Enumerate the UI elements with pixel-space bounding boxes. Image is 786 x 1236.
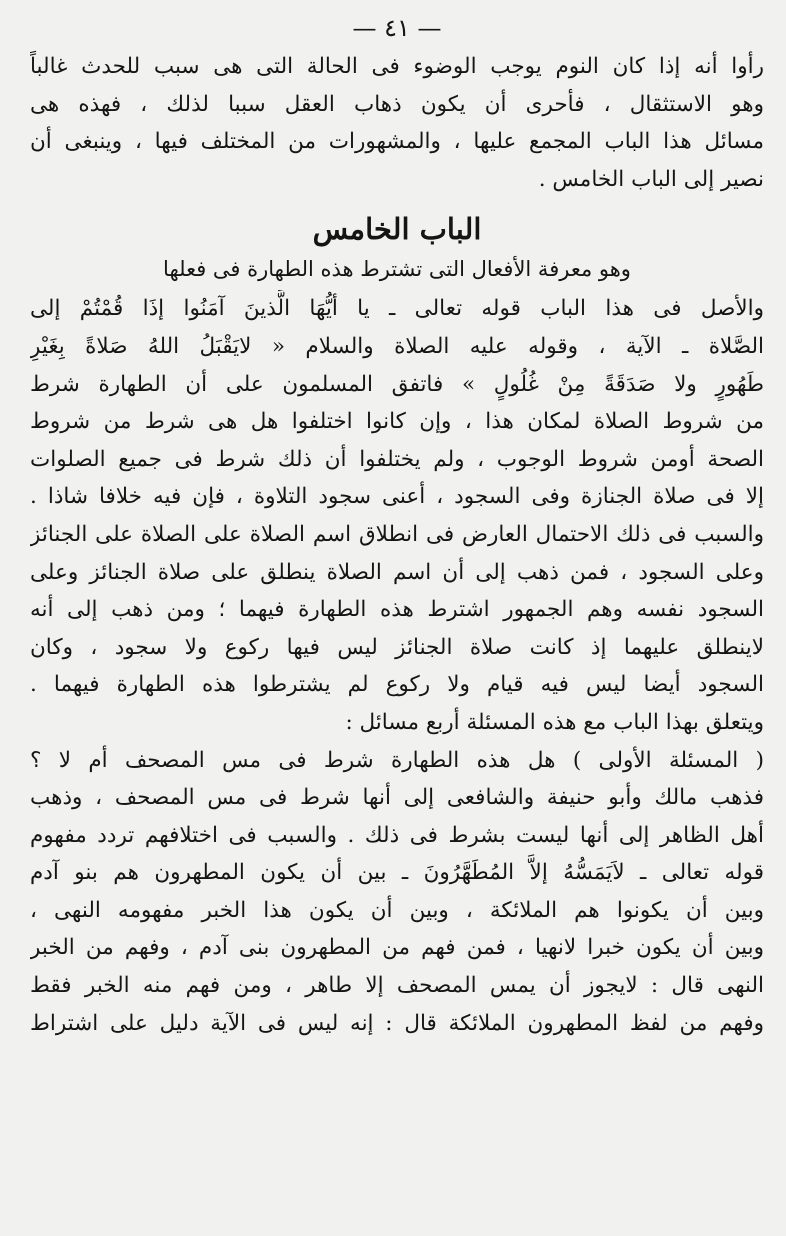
text-line: السجود أيضا ليس فيه قيام ولا ركوع لم يشترطوا هذه الطهارة فيهما . bbox=[30, 672, 764, 698]
text-line: أهل الظاهر إلى أنها ليست بشرط فى ذلك . والسبب فى اختلافهم تردد مفهوم bbox=[30, 822, 764, 848]
text-line: الصَّلاة ـ الآية ، وقوله عليه الصلاة والسلام « لايَقْبَلُ اللهُ صَلاةً بِغَيْرِ bbox=[30, 333, 764, 359]
text-line: قوله تعالى ـ لاَيَمَسُّهُ إلاَّ المُطَهَّرُونَ ـ بين أن يكون المطهرون هم بنو آدم bbox=[30, 860, 764, 886]
text-line: السجود نفسه وهم الجمهور اشترط هذه الطهارة فيهما ؛ ومن ذهب إلى أنه bbox=[30, 597, 764, 623]
text-line: فذهب مالك وأبو حنيفة والشافعى إلى أنها شرط فى مس المصحف ، وذهب bbox=[30, 785, 764, 811]
text-line: والأصل فى هذا الباب قوله تعالى ـ يا أيُّهَا الَّذينَ آمَنُوا إذَا قُمْتُمْ إلى bbox=[30, 296, 764, 322]
text-line: رأوا أنه إذا كان النوم يوجب الوضوء فى الحالة التى هى سبب للحدث غالباً bbox=[30, 54, 764, 79]
chapter-title: الباب الخامس bbox=[312, 212, 482, 247]
text-line: نصير إلى الباب الخامس . bbox=[538, 166, 764, 192]
chapter-subtitle: وهو معرفة الأفعال التى تشترط هذه الطهارة فى فعلها bbox=[163, 257, 631, 282]
text-line: طَهُورٍ ولا صَدَقَةً مِنْ غُلُولٍ » فاتفق المسلمون على أن الطهارة شرط bbox=[30, 371, 764, 397]
text-line: لاينطلق عليهما إذ كانت صلاة الجنائز ليس فيها ركوع ولا سجود ، وكان bbox=[30, 634, 764, 660]
body-paragraph-1 bbox=[30, 290, 764, 516]
text-line: ويتعلق بهذا الباب مع هذه المسئلة أربع مسائل : bbox=[345, 709, 764, 735]
text-line: الصحة أومن شروط الوجوب ، ولم يختلفوا أن ذلك شرط فى جميع الصلوات bbox=[30, 446, 764, 472]
text-line: إلا فى صلاة الجنازة وفى السجود ، أعنى سجود التلاوة ، فإن فيه خلافا شاذا . bbox=[30, 484, 764, 510]
text-line: وهو الاستثقال ، فأحرى أن يكون ذهاب العقل سببا لذلك ، فهذه هى bbox=[30, 91, 764, 117]
text-line: وبين أن يكون خبرا لانهيا ، فمن فهم من المطهرون بنى آدم ، وفهم من الخبر bbox=[30, 935, 764, 961]
intro-paragraph bbox=[30, 48, 764, 198]
text-line: والسبب فى ذلك الاحتمال العارض فى انطلاق اسم الصلاة على الصلاة على الجنائز bbox=[30, 521, 764, 547]
page-number: — ٤١ — bbox=[352, 14, 442, 42]
text-line: النهى قال : لايجوز أن يمس المصحف إلا طاهر ، ومن فهم منه الخبر فقط bbox=[30, 973, 764, 999]
text-line: مسائل هذا الباب المجمع عليها ، والمشهورات من المختلف فيها ، وينبغى أن bbox=[30, 129, 764, 155]
body-paragraph-3 bbox=[30, 742, 764, 1043]
text-line: ( المسئلة الأولى ) هل هذه الطهارة شرط فى مس المصحف أم لا ؟ bbox=[30, 747, 764, 773]
body-paragraph-2 bbox=[30, 516, 764, 742]
text-line: وبين أن يكونوا هم الملائكة ، وبين أن يكون هذا الخبر مفهومه النهى ، bbox=[30, 897, 764, 923]
text-line: من شروط الصلاة لمكان هذا ، وإن كانوا اختلفوا هل هى شرط من شروط bbox=[30, 409, 764, 435]
text-line: وفهم من لفظ المطهرون الملائكة قال : إنه ليس فى الآية دليل على اشتراط bbox=[30, 1010, 764, 1036]
text-line: وعلى السجود ، فمن ذهب إلى أن اسم الصلاة ينطلق على صلاة الجنائز وعلى bbox=[30, 559, 764, 585]
